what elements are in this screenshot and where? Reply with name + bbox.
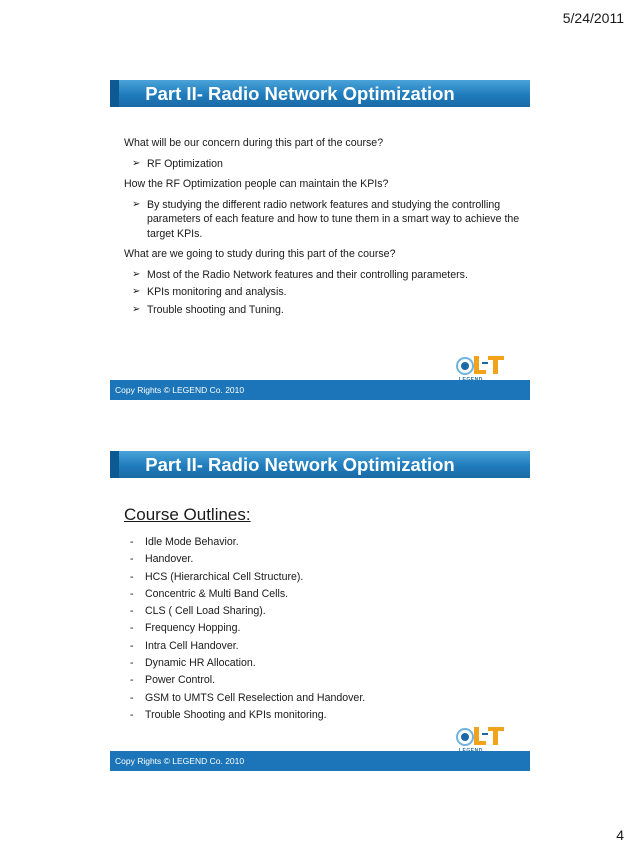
dash-bullet-icon: - <box>130 536 134 548</box>
answer-list-3 <box>124 268 524 318</box>
dash-bullet-icon: - <box>130 587 134 600</box>
dash-bullet-icon: - <box>130 570 134 583</box>
slide-title-bar <box>110 80 530 107</box>
list-item: - Power Control. <box>130 672 365 689</box>
list-item: ➢ RF Optimization <box>132 157 223 170</box>
list-item: - HCS (Hierarchical Cell Structure). <box>130 569 365 586</box>
dash-bullet-icon: - <box>130 553 134 566</box>
slide-title-bar <box>110 451 530 478</box>
answer-list-1 <box>124 157 524 172</box>
logo-mark-icon <box>456 352 514 378</box>
question-2: How the RF Optimization people can maintain the KPIs? <box>124 178 389 190</box>
list-item: ➢ Trouble shooting and Tuning. <box>132 303 284 316</box>
slide-content <box>124 136 524 323</box>
list-item: - Trouble Shooting and KPIs monitoring. <box>130 707 365 724</box>
slide-title: Part II- Radio Network Optimization <box>145 454 455 475</box>
list-item: - Frequency Hopping. <box>130 620 365 637</box>
list-item: - GSM to UMTS Cell Reselection and Handover. <box>130 690 365 707</box>
dash-bullet-icon: - <box>130 708 134 721</box>
course-outline-list <box>130 534 365 724</box>
slide-footer: Copy Rights © LEGEND Co. 2010 <box>110 751 530 771</box>
list-item: ➢ Most of the Radio Network features and their controlling parameters. <box>132 268 468 281</box>
answer-list-2 <box>124 198 524 242</box>
list-item: ➢ KPIs monitoring and analysis. <box>132 286 287 298</box>
dash-bullet-icon: - <box>130 691 134 704</box>
list-item: - Concentric & Multi Band Cells. <box>130 586 365 603</box>
list-item: - Handover. <box>130 551 365 568</box>
list-item: ➢ By studying the different radio network features and studying the controlling parameters of each feature and how to tune them in a smart way to achieve the target KPIs. <box>132 198 520 240</box>
dash-bullet-icon: - <box>130 674 134 687</box>
print-date: 5/24/2011 <box>562 10 624 26</box>
question-1: What will be our concern during this part of the course? <box>124 137 384 149</box>
arrow-bullet-icon: ➢ <box>132 198 141 210</box>
slide-footer: Copy Rights © LEGEND Co. 2010 <box>110 380 530 400</box>
dash-bullet-icon: - <box>130 639 134 652</box>
logo-mark-icon <box>456 723 514 749</box>
page-number: 4 <box>616 827 624 843</box>
list-item: - Idle Mode Behavior. <box>130 534 365 551</box>
arrow-bullet-icon: ➢ <box>132 268 141 280</box>
list-item: - CLS ( Cell Load Sharing). <box>130 603 365 620</box>
arrow-bullet-icon: ➢ <box>132 157 141 169</box>
list-item: - Dynamic HR Allocation. <box>130 655 365 672</box>
slide-2 <box>110 451 530 771</box>
list-item: - Intra Cell Handover. <box>130 638 365 655</box>
question-3: What are we going to study during this part of the course? <box>124 248 396 260</box>
course-outlines-heading: Course Outlines: <box>124 505 251 524</box>
dash-bullet-icon: - <box>130 622 134 635</box>
slide-title: Part II- Radio Network Optimization <box>145 83 455 104</box>
dash-bullet-icon: - <box>130 657 134 670</box>
arrow-bullet-icon: ➢ <box>132 303 141 315</box>
dash-bullet-icon: - <box>130 605 134 618</box>
slide-1 <box>110 80 530 400</box>
arrow-bullet-icon: ➢ <box>132 286 141 297</box>
